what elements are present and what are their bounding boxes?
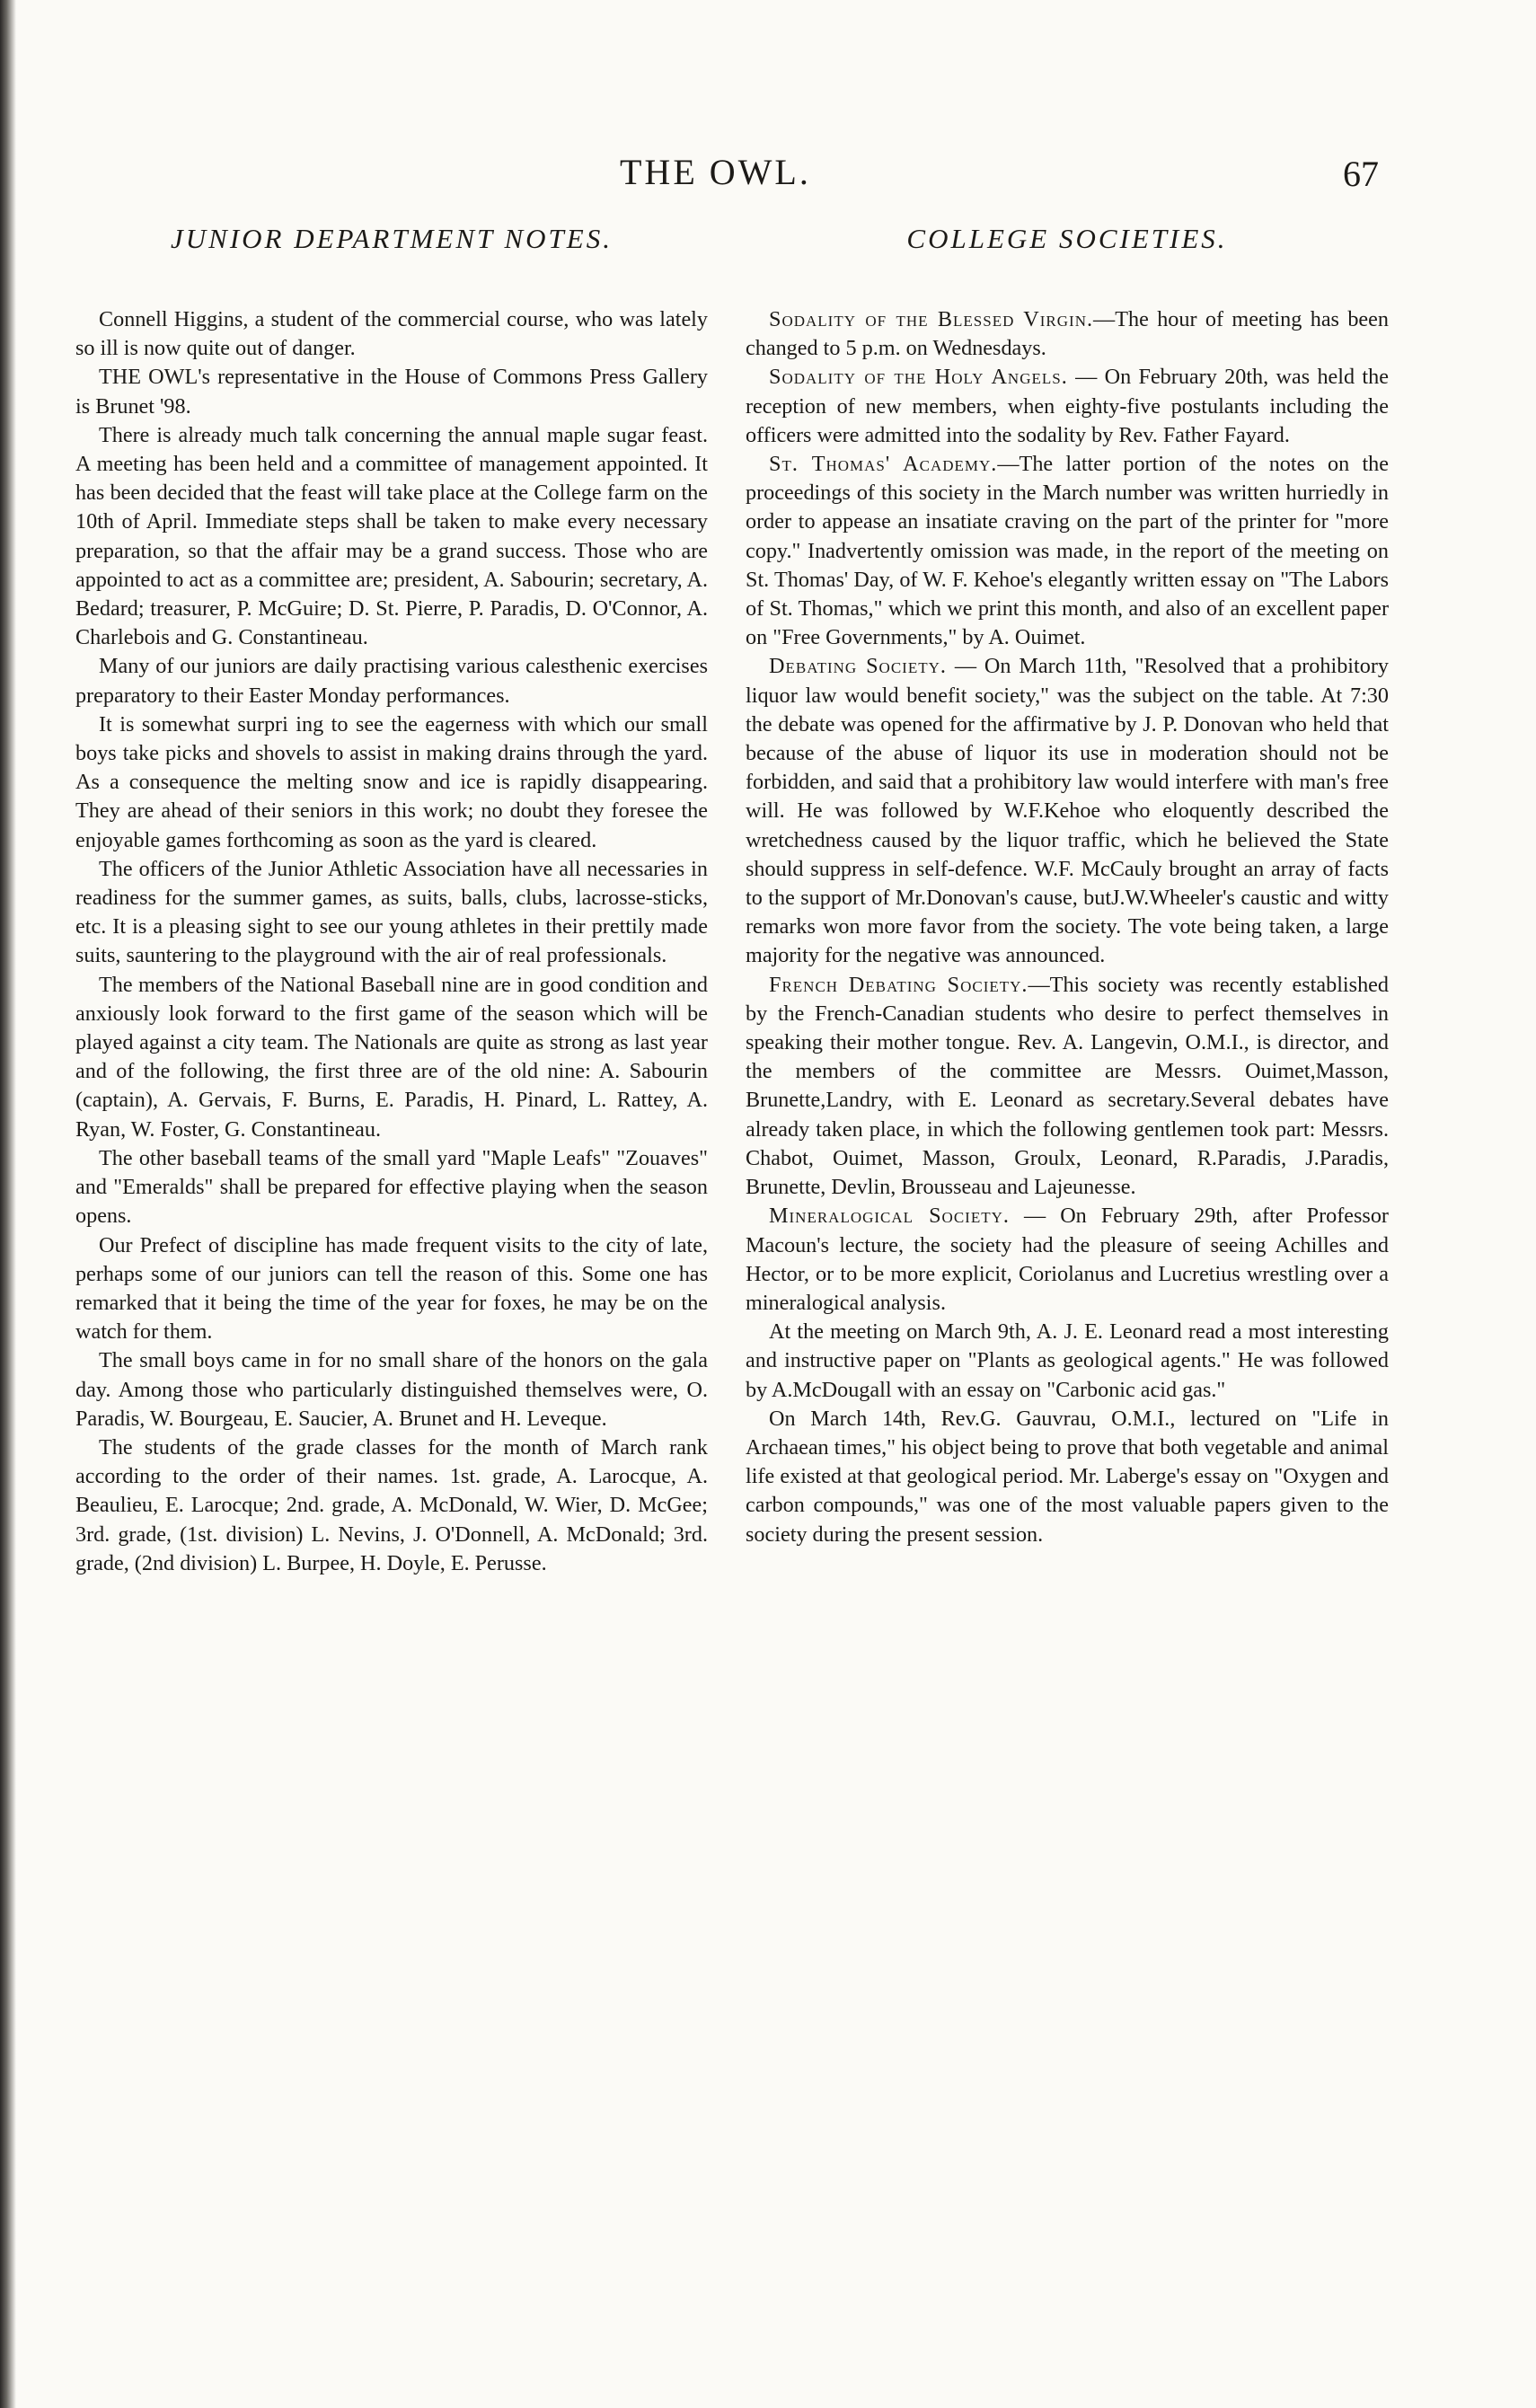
junior-note-paragraph: It is somewhat surpri ing to see the eagerness with which our small boys take picks and shovels to assist in making drains through the yard. As a consequence the melting snow and ice is rapidly disappearing. They are ahead of their seniors in this work; no doubt they foresee the enjoyable games forthcoming as soon as the yard is cleared.	[75, 711, 708, 852]
society-paragraph	[746, 1318, 1389, 1405]
junior-note-paragraph: The small boys came in for no small share of the honors on the gala day. Among those who particularly distinguished themselves were, O. Paradis, W. Bourgeau, E. Saucier, A. Brunet and H. Leveque.	[75, 1348, 708, 1431]
running-header	[0, 151, 1536, 205]
junior-department-notes-column	[75, 223, 708, 1578]
society-paragraph	[746, 305, 1389, 363]
junior-note-paragraph: Many of our juniors are daily practising various calesthenic exercises preparatory to their Easter Monday performances.	[75, 654, 708, 708]
junior-note-paragraph: Connell Higgins, a student of the commercial course, who was lately so ill is now quite out of danger.	[75, 307, 708, 361]
society-name: French Debating Society.	[769, 972, 1028, 997]
society-paragraph	[746, 450, 1389, 652]
society-report: At the meeting on March 9th, A. J. E. Leonard read a most interesting and instructive paper on "Plants as geological agents." He was followed by A.McDougall with an essay on "Carbonic acid gas."	[746, 1319, 1389, 1402]
college-societies-column	[746, 223, 1389, 1549]
society-name: St. Thomas' Academy.	[769, 452, 998, 477]
society-report: —The latter portion of the notes on the proceedings of this society in the March number was written hurriedly in order to appease an insatiate craving on the part of the printer for "more copy." Inadvertently omission was made, in the report of the meeting on St. Thomas' Day, of W. F. Kehoe's elegantly written essay on "The Labors of St. Thomas," which we print this month, and also of an excellent paper on "Free Governments," by A. Ouimet.	[746, 452, 1390, 650]
society-paragraph	[746, 1202, 1389, 1318]
junior-note-paragraph: THE OWL's representative in the House of Commons Press Gallery is Brunet '98.	[75, 365, 708, 419]
college-societies-heading: COLLEGE SOCIETIES.	[906, 223, 1228, 254]
society-report: —This society was recently established by the French-Canadian students who desire to perfect themselves in speaking their mother tongue. Rev. A. Langevin, O.M.I., is director, and the members of the committee are Messrs. Ouimet,Masson, Brunette,Landry, with E. Leonard as secretary.Several debates have already taken place, in which the following gentlemen took part: Messrs. Chabot, Ouimet, Masson, Groulx, Leonard, R.Paradis, J.Paradis, Brunette, Devlin, Brousseau and Lajeunesse.	[746, 972, 1389, 1200]
society-report: —The hour of meeting has been changed to 5 p.m. on Wednesdays.	[746, 307, 1389, 361]
junior-note-paragraph: The other baseball teams of the small yard "Maple Leafs" "Zouaves" and "Emeralds" shall be prepared for effective playing when the season opens.	[75, 1145, 708, 1229]
junior-note-paragraph: The students of the grade classes for the month of March rank according to the order of their names. 1st. grade, A. Larocque, A. Beaulieu, E. Larocque; 2nd. grade, A. McDonald, W. Wier, D. McGee; 3rd. grade, (1st. division) L. Nevins, J. O'Donnell, A. McDonald; 3rd. grade, (2nd division) L. Burpee, H. Doyle, E. Perusse.	[75, 1434, 708, 1575]
junior-note-paragraph: The officers of the Junior Athletic Association have all necessaries in readiness for the summer games, as suits, balls, clubs, lacrosse-sticks, etc. It is a pleasing sight to see our young athletes in their prettily made suits, sauntering to the playground with the air of real professionals.	[75, 856, 708, 968]
junior-note-paragraph: Our Prefect of discipline has made frequent visits to the city of late, perhaps some of our juniors can tell the reason of this. Some one has remarked that it being the time of the year for foxes, he may be on the watch for them.	[75, 1232, 708, 1345]
junior-note-paragraph: The members of the National Baseball nine are in good condition and anxiously look forward to the first game of the season which will be played against a city team. The Nationals are quite as strong as last year and of the following, the first three are of the old nine: A. Sabourin (captain), A. Gervais, F. Burns, E. Paradis, H. Pinard, L. Rattey, A. Ryan, W. Foster, G. Constantineau.	[75, 972, 708, 1142]
society-paragraph	[746, 363, 1389, 450]
society-report: — On February 29th, after Professor Macoun's lecture, the society had the pleasure of seeing Achilles and Hector, or to be more explicit, Coriolanus and Lucretius wrestling over a mineralogical analysis.	[746, 1204, 1389, 1315]
page-number: 67	[1343, 154, 1379, 194]
society-name: Sodality of the Blessed Virgin.	[769, 307, 1094, 331]
society-report: — On March 11th, "Resolved that a prohibitory liquor law would benefit society," was the subject on the table. At 7:30 the debate was opened for the affirmative by J. P. Donovan who held that because of the abuse of liquor its use in moderation should not be forbidden, and said that a prohibitory law would interfere with man's free will. He was followed by W.F.Kehoe who eloquently described the wretchedness caused by the liquor traffic, which he believed the State should suppress in self-defence. W.F. McCauly brought an array of facts to the support of Mr.Donovan's cause, butJ.W.Wheeler's caustic and witty remarks won more favor from the society. The vote being taken, a large majority for the negative was announced.	[746, 654, 1389, 968]
page-binding-shadow	[0, 0, 16, 2408]
society-name: Mineralogical Society.	[769, 1204, 1010, 1229]
society-paragraph	[746, 1405, 1389, 1549]
society-name: Debating Society.	[769, 654, 947, 679]
junior-department-heading: JUNIOR DEPARTMENT NOTES.	[171, 223, 613, 254]
society-paragraph	[746, 652, 1389, 970]
society-report: On March 14th, Rev.G. Gauvrau, O.M.I., lectured on "Life in Archaean times," his object being to prove that both vegetable and animal life existed at that geological period. Mr. Laberge's essay on "Oxygen and carbon compounds," was one of the most valuable papers given to the society during the present session.	[746, 1406, 1389, 1547]
society-name: Sodality of the Holy Angels.	[769, 365, 1068, 390]
journal-title: THE OWL.	[620, 152, 811, 192]
society-report: — On February 20th, was held the reception of new members, when eighty-five postulants including the officers were admitted into the sodality by Rev. Father Fayard.	[746, 365, 1389, 447]
society-paragraph	[746, 971, 1389, 1203]
junior-note-paragraph: There is already much talk concerning the annual maple sugar feast. A meeting has been held and a committee of management appointed. It has been decided that the feast will take place at the College farm on the 10th of April. Immediate steps shall be taken to make every necessary preparation, so that the affair may be a grand success. Those who are appointed to act as a committee are; president, A. Sabourin; secretary, A. Bedard; treasurer, P. McGuire; D. St. Pierre, P. Paradis, D. O'Connor, A. Charlebois and G. Constantineau.	[75, 422, 708, 650]
